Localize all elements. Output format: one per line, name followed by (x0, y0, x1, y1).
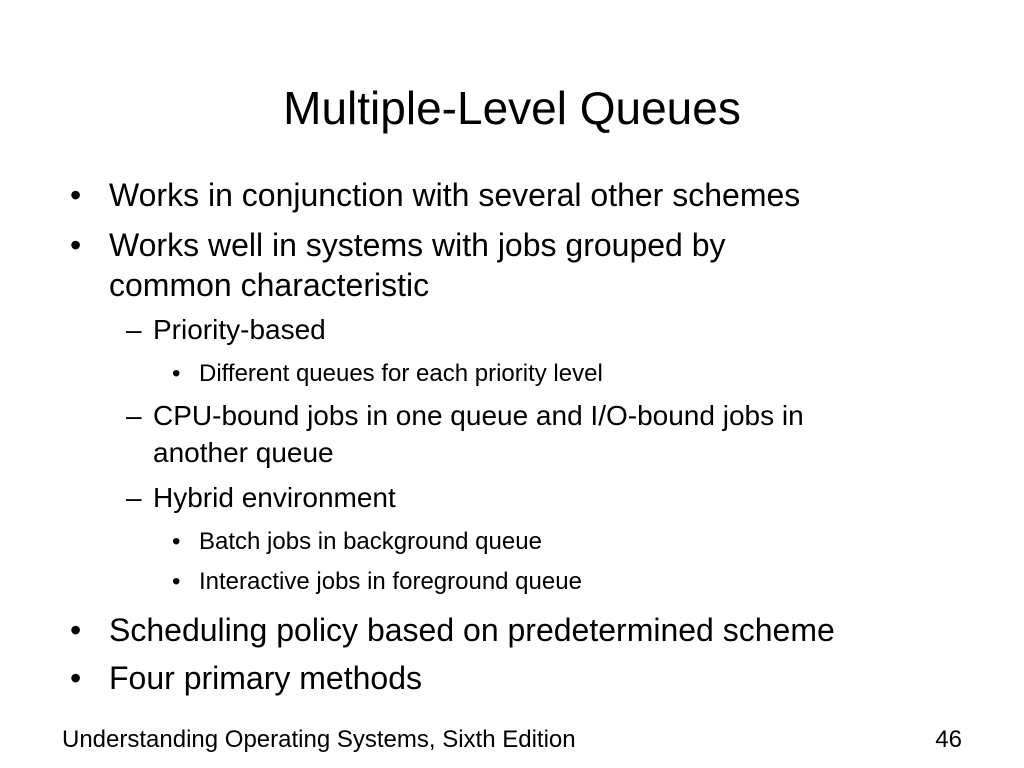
sub-sub-bullet-marker: • (172, 528, 181, 555)
footer-book-title: Understanding Operating Systems, Sixth Edition (62, 726, 576, 753)
bullet-item-line: common characteristic (109, 267, 430, 303)
sub-bullet-item-line: another queue (153, 437, 334, 468)
bullet-item: Scheduling policy based on predetermined scheme (109, 612, 835, 648)
sub-sub-bullet-item: Different queues for each priority level (199, 360, 603, 387)
sub-bullet-item-line: CPU-bound jobs in one queue and I/O-bound jobs in (153, 400, 804, 431)
dash-marker: – (126, 400, 142, 431)
bullet-marker: • (70, 177, 82, 213)
bullet-item: Four primary methods (109, 660, 422, 696)
sub-sub-bullet-item: Interactive jobs in foreground queue (199, 568, 582, 595)
sub-sub-bullet-marker: • (172, 360, 181, 387)
bullet-marker: • (70, 660, 82, 696)
bullet-marker: • (70, 612, 82, 648)
footer-page-number: 46 (935, 726, 962, 753)
bullet-marker: • (70, 227, 82, 263)
dash-marker: – (126, 314, 142, 345)
dash-marker: – (126, 482, 142, 513)
sub-bullet-item: Priority-based (153, 314, 326, 345)
slide-title: Multiple-Level Queues (283, 82, 741, 134)
sub-bullet-item: Hybrid environment (153, 482, 396, 513)
bullet-item-line: Works well in systems with jobs grouped by (109, 227, 726, 263)
sub-sub-bullet-marker: • (172, 568, 181, 595)
sub-sub-bullet-item: Batch jobs in background queue (199, 528, 542, 555)
bullet-item: Works in conjunction with several other schemes (109, 177, 801, 213)
